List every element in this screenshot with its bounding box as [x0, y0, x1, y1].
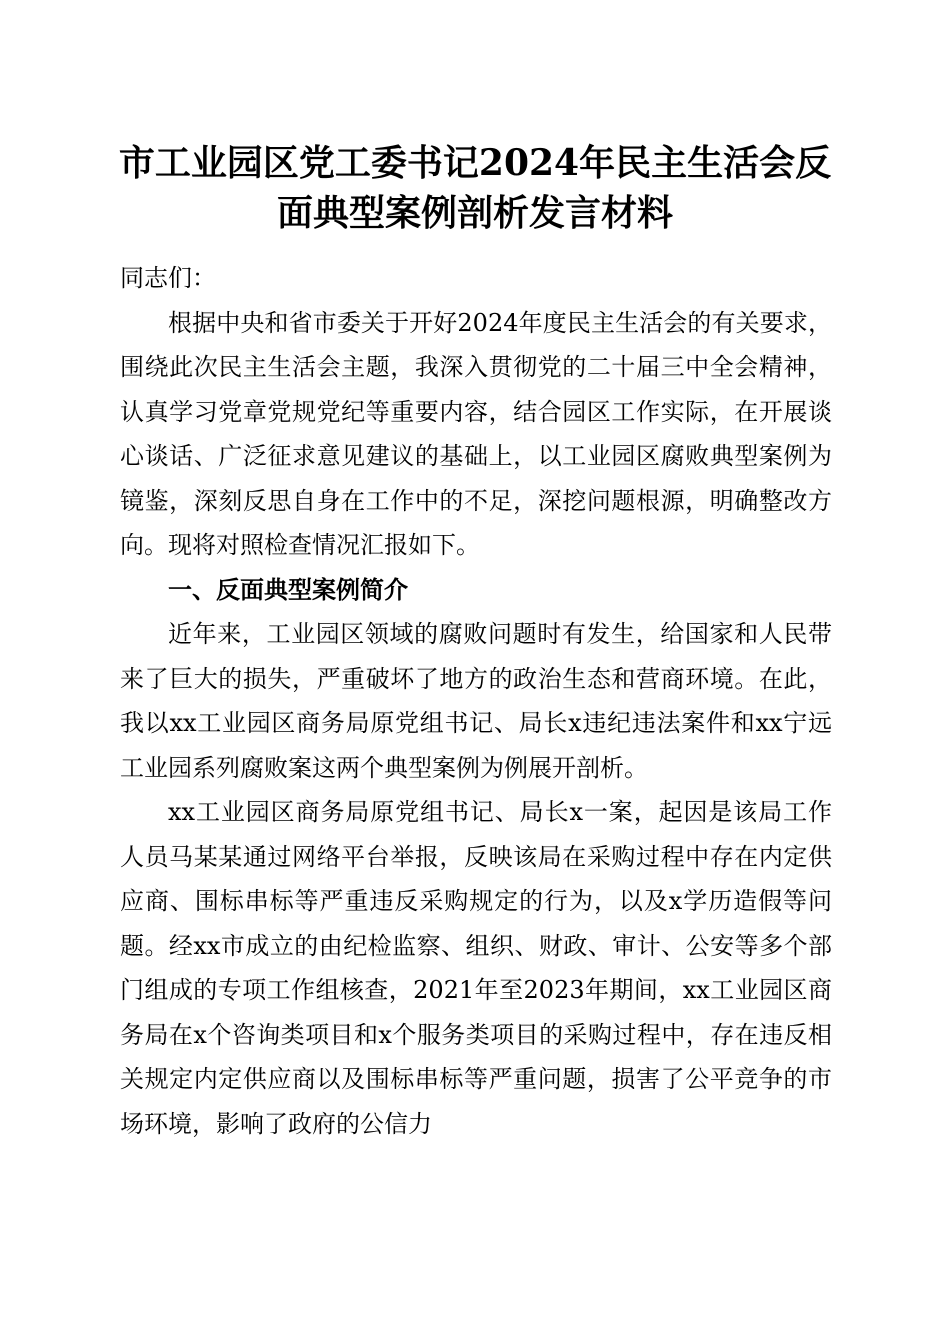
salutation: 同志们：: [120, 264, 216, 292]
body-paragraph: 近年来，工业园区领域的腐败问题时有发生，给国家和人民带来了巨大的损失，严重破坏了地方的政治生态和营商环境。在此，我以xx工业园区商务局原党组书记、局长x违纪违法案件和xx宁远工业园系列腐败案这两个典型案例为例展开剖析。: [120, 620, 832, 782]
section-heading: 一、反面典型案例简介: [168, 575, 408, 604]
title-line-2: 面典型案例剖析发言材料: [276, 192, 673, 234]
title-line-1: 市工业园区党工委书记2024年民主生活会反: [118, 142, 832, 184]
document-body: [120, 256, 832, 1146]
intro-paragraph: 根据中央和省市委关于开好2024年度民主生活会的有关要求，围绕此次民主生活会主题，我深入贯彻党的二十届三中全会精神，认真学习党章党规党纪等重要内容，结合园区工作实际，在开展谈心谈话、广泛征求意见建议的基础上，以工业园区腐败典型案例为镜鉴，深刻反思自身在工作中的不足，深挖问题根源，明确整改方向。现将对照检查情况汇报如下。: [120, 308, 832, 559]
document-title: [100, 138, 850, 238]
body-paragraph: xx工业园区商务局原党组书记、局长x一案，起因是该局工作人员马某某通过网络平台举报，反映该局在采购过程中存在内定供应商、围标串标等严重违反采购规定的行为，以及x学历造假等问题。经xx市成立的由纪检监察、组织、财政、审计、公安等多个部门组成的专项工作组核查，2021年至2023年期间，xx工业园区商务局在x个咨询类项目和x个服务类项目的采购过程中，存在违反相关规定内定供应商以及围标串标等严重问题，损害了公平竞争的市场环境，影响了政府的公信力: [120, 798, 832, 1138]
